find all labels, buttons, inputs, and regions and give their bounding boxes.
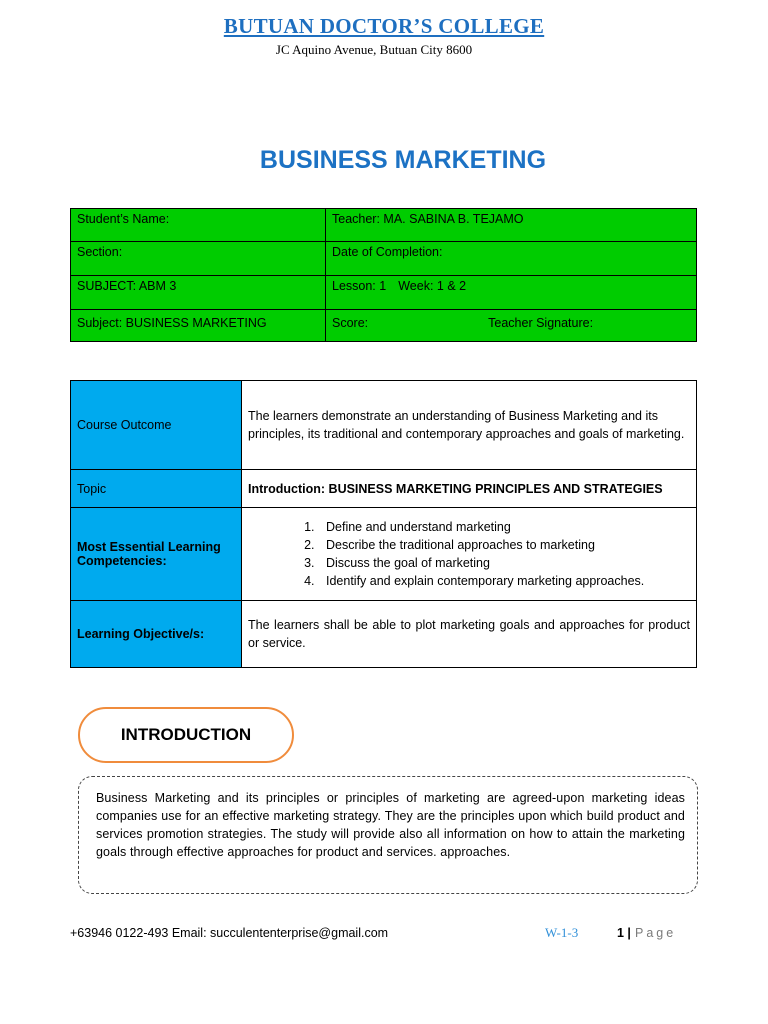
score-signature-field: [326, 310, 697, 342]
table-row: [71, 470, 697, 508]
competencies-cell: [242, 508, 697, 601]
document-title: BUSINESS MARKETING: [259, 146, 547, 174]
lesson-week-field: [326, 276, 697, 310]
date-completion-field: Date of Completion:: [326, 242, 697, 276]
page-word: Page: [635, 926, 677, 940]
page-number: 1 |: [617, 926, 631, 940]
student-name-field: Student’s Name:: [71, 209, 326, 242]
competencies-label: Most Essential Learning Competencies:: [71, 508, 242, 601]
introduction-heading: INTRODUCTION: [78, 707, 294, 763]
list-item: 2. Describe the traditional approaches to marketing: [318, 536, 690, 554]
table-row: [71, 381, 697, 470]
college-name: BUTUAN DOCTOR’S COLLEGE: [223, 14, 545, 38]
introduction-body: Business Marketing and its principles or principles of marketing are agreed-upon marketing ideas companies use for an effective marketing strategy. They are the principles upon which build product and services promotion strategies. The study will provide also all information on how to attain the marketing goals through effective approaches for product and services. approaches.: [78, 776, 698, 894]
student-info-table: [70, 208, 697, 342]
list-item: 1. Define and understand marketing: [318, 518, 690, 536]
teacher-signature-field: Teacher Signature:: [488, 316, 594, 330]
week-field: Week: 1 & 2: [398, 279, 467, 293]
topic-text: Introduction: BUSINESS MARKETING PRINCIPLES AND STRATEGIES: [242, 470, 697, 508]
course-outcome-text: The learners demonstrate an understanding of Business Marketing and its principles, its traditional and contemporary approaches and goals of marketing.: [242, 381, 697, 470]
table-row: [71, 242, 697, 276]
score-field: Score:: [332, 316, 369, 330]
competencies-list: [248, 518, 690, 590]
course-outcome-label: Course Outcome: [71, 381, 242, 470]
subject-code-field: SUBJECT: ABM 3: [71, 276, 326, 310]
table-row: [71, 209, 697, 242]
teacher-field: Teacher: MA. SABINA B. TEJAMO: [326, 209, 697, 242]
subject-field: Subject: BUSINESS MARKETING: [71, 310, 326, 342]
topic-label: Topic: [71, 470, 242, 508]
objective-text: The learners shall be able to plot marketing goals and approaches for product or service.: [242, 601, 697, 668]
objective-label: Learning Objective/s:: [71, 601, 242, 668]
table-row: [71, 601, 697, 668]
list-item: 4. Identify and explain contemporary marketing approaches.: [318, 572, 690, 590]
table-row: [71, 310, 697, 342]
list-item: 3. Discuss the goal of marketing: [318, 554, 690, 572]
page-footer: [70, 926, 710, 944]
table-row: [71, 508, 697, 601]
footer-contact: +63946 0122-493 Email: succulententerprise@gmail.com: [70, 926, 389, 940]
lesson-field: Lesson: 1: [332, 279, 387, 293]
table-row: [71, 276, 697, 310]
college-address: JC Aquino Avenue, Butuan City 8600: [275, 42, 473, 57]
footer-code: W-1-3: [545, 925, 579, 940]
section-field: Section:: [71, 242, 326, 276]
course-details-table: [70, 380, 697, 668]
